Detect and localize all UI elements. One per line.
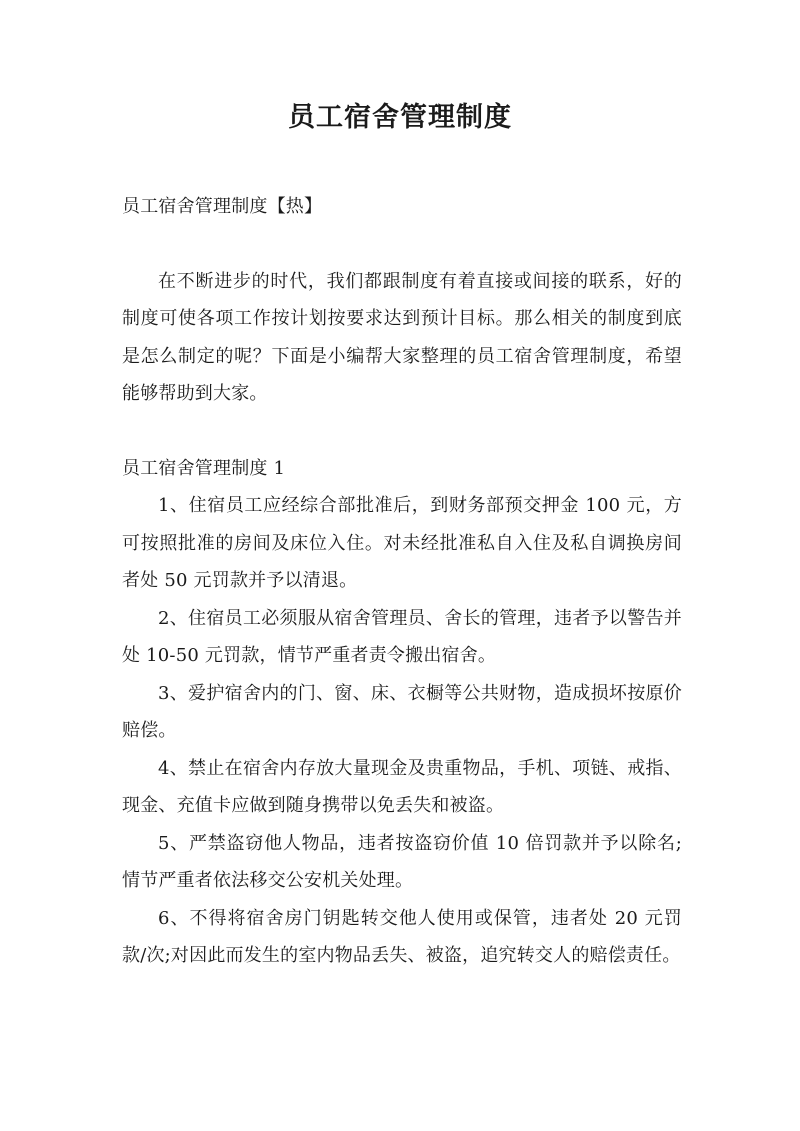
rule-item-3: 3、爱护宿舍内的门、窗、床、衣橱等公共财物，造成损坏按原价赔偿。 bbox=[122, 682, 682, 741]
document-title: 员工宿舍管理制度 bbox=[288, 102, 512, 133]
document-body bbox=[122, 188, 682, 975]
rule-item-2: 2、住宿员工必须服从宿舍管理员、舍长的管理，违者予以警告并处 10-50 元罚款，情节严重者责令搬出宿舍。 bbox=[122, 607, 682, 666]
document-subtitle: 员工宿舍管理制度【热】 bbox=[122, 196, 323, 217]
intro-paragraph: 在不断进步的时代，我们都跟制度有着直接或间接的联系，好的制度可使各项工作按计划按要求达到预计目标。那么相关的制度到底是怎么制定的呢？下面是小编帮大家整理的员工宿舍管理制度，希望能够帮助到大家。 bbox=[122, 270, 682, 404]
rule-item-4: 4、禁止在宿舍内存放大量现金及贵重物品，手机、项链、戒指、现金、充值卡应做到随身携带以免丢失和被盗。 bbox=[122, 757, 682, 816]
rule-item-5: 5、严禁盗窃他人物品，违者按盗窃价值 10 倍罚款并予以除名;情节严重者依法移交公安机关处理。 bbox=[122, 832, 682, 891]
rule-item-6: 6、不得将宿舍房门钥匙转交他人使用或保管，违者处 20 元罚款/次;对因此而发生的室内物品丢失、被盗，追究转交人的赔偿责任。 bbox=[122, 907, 682, 966]
section-heading: 员工宿舍管理制度 1 bbox=[122, 457, 286, 479]
rule-item-1: 1、住宿员工应经综合部批准后，到财务部预交押金 100 元，方可按照批准的房间及床位入住。对未经批准私自入住及私自调换房间者处 50 元罚款并予以清退。 bbox=[122, 495, 682, 591]
